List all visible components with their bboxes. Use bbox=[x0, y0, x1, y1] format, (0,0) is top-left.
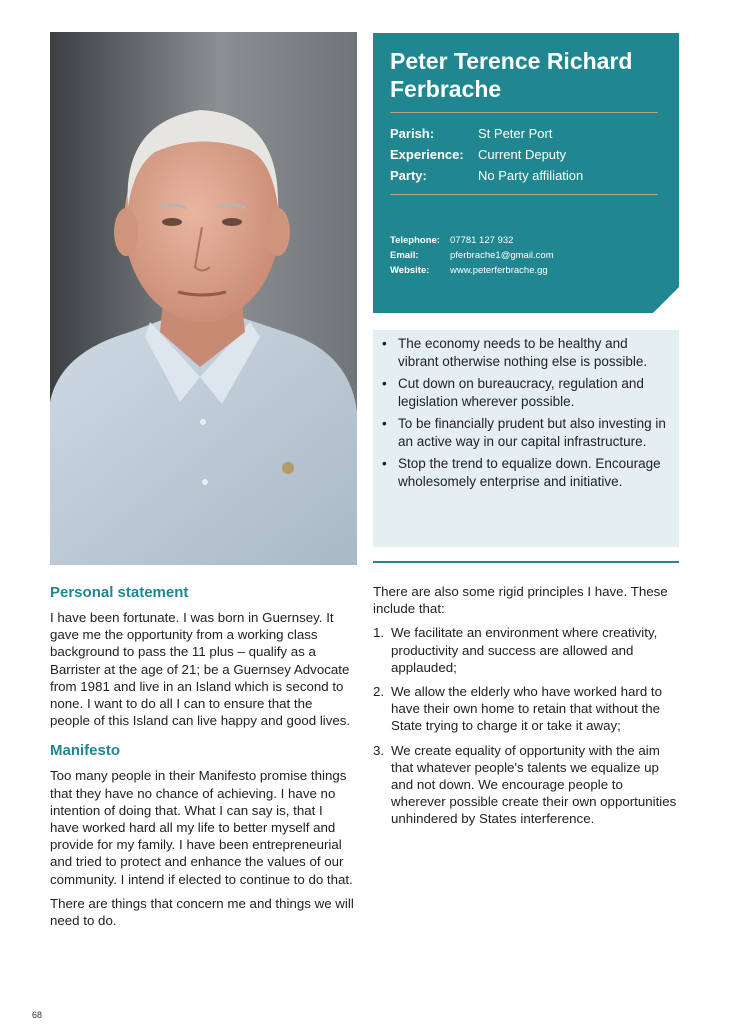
personal-statement-text: I have been fortunate. I was born in Guernsey. It gave me the opportunity from a working class background to pass the 11 plus – qualify as a Barrister at the age of 21; be a Guernsey Advocate from 1981 and live in an Island which is second to none. I want to do all I can to ensure that the people of this Island can live happy and good lives. bbox=[50, 610, 351, 729]
list-item bbox=[373, 683, 679, 735]
list-number: 3. bbox=[373, 742, 385, 758]
manifesto-heading: Manifesto bbox=[50, 742, 121, 760]
page-number: 68 bbox=[32, 1010, 43, 1020]
fact-label: Party: bbox=[390, 168, 427, 183]
contact-label: Email: bbox=[390, 250, 419, 261]
contact-label: Telephone: bbox=[390, 235, 440, 246]
candidate-name: Peter Terence Richard Ferbrache bbox=[390, 48, 633, 102]
candidate-photo bbox=[50, 32, 357, 565]
fact-row-parish bbox=[390, 123, 583, 144]
right-column bbox=[373, 583, 679, 835]
list-item bbox=[373, 742, 679, 828]
fact-value: No Party affiliation bbox=[478, 168, 584, 183]
panel-corner-cut bbox=[653, 287, 679, 313]
fact-row-experience bbox=[390, 144, 583, 165]
telephone-value: 07781 127 932 bbox=[450, 235, 514, 246]
contact-row-telephone bbox=[390, 233, 554, 248]
list-item: • Cut down on bureaucracy, regulation and legislation wherever possible. bbox=[381, 375, 669, 410]
fact-value: Current Deputy bbox=[478, 147, 567, 162]
list-text: We allow the elderly who have worked hard to have their own home to retain that without the State trying to charge it or take it away; bbox=[391, 684, 663, 734]
contact-row-email bbox=[390, 248, 554, 263]
principles-intro: There are also some rigid principles I have. These include that: bbox=[373, 584, 668, 617]
divider bbox=[390, 194, 658, 195]
list-item: • Stop the trend to equalize down. Encourage wholesomely enterprise and initiative. bbox=[381, 455, 669, 490]
list-item bbox=[373, 624, 679, 676]
candidate-info-panel bbox=[373, 33, 679, 313]
contact-details bbox=[390, 233, 554, 278]
fact-label: Parish: bbox=[390, 126, 435, 141]
priorities-list bbox=[381, 335, 669, 490]
list-text: We create equality of opportunity with the aim that whatever people's talents we equalize up and not down. We encourage people to wherever possible create their own opportunities unhindered by States interference. bbox=[391, 742, 677, 827]
personal-statement-heading: Personal statement bbox=[50, 584, 189, 601]
left-column bbox=[50, 583, 355, 936]
candidate-facts bbox=[390, 123, 583, 186]
section-divider bbox=[373, 561, 679, 563]
fact-value: St Peter Port bbox=[478, 126, 553, 141]
fact-label: Experience: bbox=[390, 147, 464, 162]
website-link[interactable]: www.peterferbrache.gg bbox=[450, 265, 548, 276]
list-number: 1. bbox=[373, 625, 385, 641]
divider bbox=[390, 112, 658, 113]
manifesto-paragraph: There are things that concern me and things we will need to do. bbox=[50, 895, 354, 929]
list-item: • The economy needs to be healthy and vibrant otherwise nothing else is possible. bbox=[381, 335, 669, 370]
list-item: • To be financially prudent but also investing in an active way in our capital infrastructure. bbox=[381, 415, 669, 450]
principles-list bbox=[373, 624, 679, 827]
fact-row-party bbox=[390, 165, 583, 186]
manifesto-paragraph: Too many people in their Manifesto promise things that they have no chance of achieving. I have no intention of doing that. What I can say is, that I have worked hard all my life to better myself and provide for my family. I have been entrepreneurial and tried to protect and enhance the values of our community. I intend if elected to continue to do that. bbox=[50, 768, 353, 887]
priorities-box bbox=[373, 330, 679, 547]
contact-label: Website: bbox=[390, 265, 430, 276]
email-link[interactable]: pferbrache1@gmail.com bbox=[450, 250, 554, 261]
contact-row-website bbox=[390, 263, 554, 278]
list-number: 2. bbox=[373, 684, 385, 700]
list-text: We facilitate an environment where creativity, productivity and success are allowed and applauded; bbox=[391, 625, 658, 675]
